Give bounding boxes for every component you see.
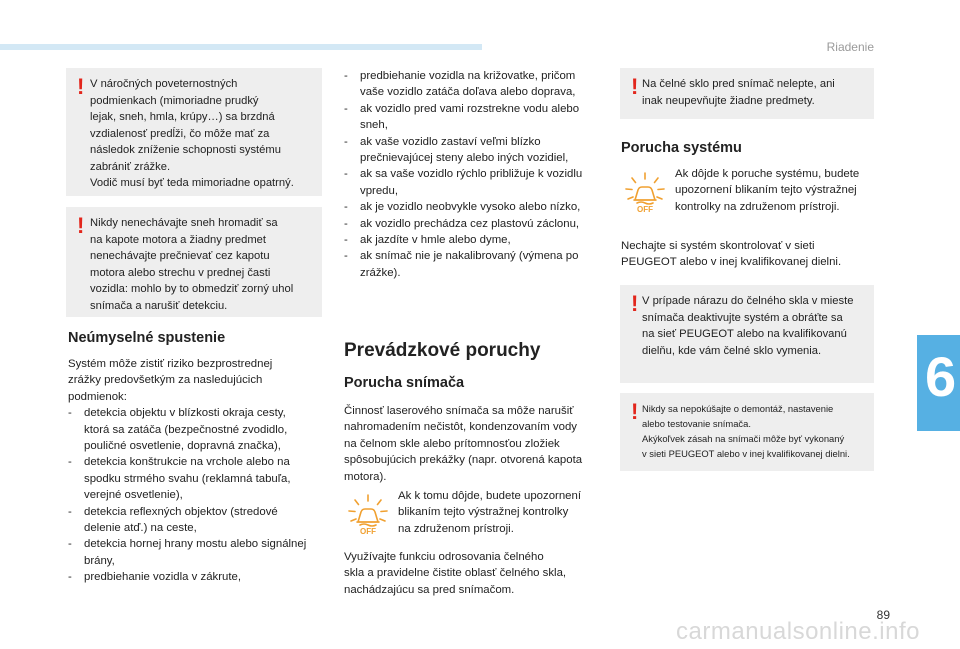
sensor-fault-text — [344, 403, 606, 485]
text-line: na čelnom skle alebo prítomnosťou zložiek — [344, 437, 560, 450]
text-line: vzdialenosť predĺži, čo môže mať za — [90, 127, 270, 140]
text-line: vpredu, — [360, 184, 398, 197]
text-line: skla a pravidelne čistite oblasť čelného skla, — [344, 567, 567, 580]
list-item: - detekcia konštrukcie na vrchole alebo na spodku strmého svahu (reklamná tabuľa, verejné osvetlenie), — [68, 454, 328, 503]
warning-impact — [620, 285, 874, 383]
text-line: Využívajte funkciu odrosovania čelného — [344, 551, 544, 563]
text-line: Činnosť laserového snímača sa môže narušiť — [344, 405, 574, 417]
list-item: - predbiehanie vozidla v zákrute, — [68, 569, 328, 585]
text-line: PEUGEOT alebo v inej kvalifikovanej dielni. — [621, 256, 842, 269]
text-line: blikaním tejto výstražnej kontrolky — [398, 506, 569, 519]
text-line: Akýkoľvek zásah na snímači môže byť vykonaný — [642, 433, 845, 444]
warning-icon: ! — [631, 74, 639, 99]
watermark: carmanualsonline.info — [676, 618, 920, 645]
text-line: zrážky predovšetkým za nasledujúcich — [68, 374, 263, 387]
collision-alert-off-icon — [344, 492, 392, 536]
text-line: alebo testovanie snímača. — [642, 418, 751, 429]
text-line: upozornení blikaním tejto výstražnej — [675, 184, 857, 197]
text-line: vaše vozidlo zatáča doľava alebo doprava, — [360, 86, 576, 99]
text-line: Na čelné sklo pred snímač nelepte, ani — [642, 78, 835, 90]
middle-list-block — [344, 68, 606, 281]
text-line: Nikdy nenechávajte sneh hromadiť sa — [90, 217, 278, 229]
list-item: - detekcia objektu v blízkosti okraja cesty, ktorá sa zatáča (bezpečnostné zvodidlo, pouličné osvetlenie, dopravná značka), — [68, 405, 328, 454]
list-item: - predbiehanie vozidla na križovatke, pričom vaše vozidlo zatáča doľava alebo doprava, — [344, 68, 606, 101]
list-item: - ak vaše vozidlo zastaví veľmi blízko prečnievajúcej steny alebo iných vozidiel, — [344, 134, 606, 167]
text-line: delenie atď.) na ceste, — [84, 522, 197, 535]
text-line: snímača a narušiť detekciu. — [90, 299, 228, 312]
warning-icon: ! — [631, 291, 639, 316]
text-line: verejné osvetlenie), — [84, 489, 183, 502]
left-body — [68, 356, 328, 586]
text-line: dielňu, kde vám čelné sklo vymenia. — [642, 344, 822, 357]
middle-list — [344, 68, 606, 281]
text-line: Nikdy sa nepokúšajte o demontáž, nastavenie — [642, 403, 834, 414]
chapter-number: 6 — [925, 345, 957, 408]
left-list — [68, 405, 328, 585]
chapter-tab — [917, 335, 960, 431]
list-item: - ak jazdíte v hmle alebo dyme, — [344, 232, 606, 248]
sensor-fault-icon-text — [398, 488, 608, 537]
text-line: brány, — [84, 554, 115, 567]
warning-icon: ! — [77, 213, 85, 238]
text-line: predbiehanie vozidla v zákrute, — [84, 571, 242, 584]
warning-icon: ! — [77, 74, 85, 99]
text-line: zrážke). — [360, 266, 401, 279]
list-item: - detekcia hornej hrany mostu alebo signálnej brány, — [68, 536, 328, 569]
list-item: - ak sa vaše vozidlo rýchlo približuje k vozidlu vpredu, — [344, 166, 606, 199]
text-line: pouličné osvetlenie, dopravná značka), — [84, 440, 281, 453]
text-line: prečnievajúcej steny alebo iných vozidiel, — [360, 152, 569, 165]
text-line: snímača deaktivujte systém a obráťte sa — [642, 311, 843, 324]
text-line: lejak, sneh, hmla, krúpy…) sa brzdná — [90, 111, 275, 123]
text-line: podmienok: — [68, 390, 127, 403]
text-line: Systém môže zistiť riziko bezprostrednej — [68, 358, 273, 370]
text-line: na sieť PEUGEOT alebo na kvalifikovanú — [642, 328, 847, 340]
system-fault-advice — [621, 238, 883, 271]
text-line: ak jazdíte v hmle alebo dyme, — [360, 234, 511, 247]
text-line: ak snímač nie je nakalibrovaný (výmena po — [360, 250, 579, 263]
text-line: motora alebo strechu v prednej časti — [90, 266, 271, 279]
list-item: - detekcia reflexných objektov (stredové delenie atď.) na ceste, — [68, 504, 328, 537]
list-item: - ak snímač nie je nakalibrovaný (výmena po zrážke). — [344, 248, 606, 281]
text-line: zabrániť zrážke. — [90, 160, 171, 173]
heading-unintended-activation: Neúmyselné spustenie — [68, 330, 226, 346]
text-line: motora). — [344, 470, 387, 483]
warning-windscreen — [620, 68, 874, 119]
text-line: V prípade nárazu do čelného skla v mieste — [642, 295, 854, 307]
list-item: - ak vozidlo pred vami rozstrekne vodu alebo sneh, — [344, 101, 606, 134]
text-line: ktorá sa zatáča (bezpečnostné zvodidlo, — [84, 423, 288, 436]
text-line: detekcia konštrukcie na vrchole alebo na — [84, 456, 290, 469]
warning-snow — [66, 207, 322, 317]
text-line: spodku strmého svahu (reklamná tabuľa, — [84, 472, 291, 485]
text-line: V náročných poveternostných — [90, 78, 238, 90]
text-line: detekcia reflexných objektov (stredové — [84, 505, 278, 518]
text-line: kontrolky na združenom prístroji. — [675, 200, 840, 213]
text-line: ak je vozidlo neobvykle vysoko alebo nízko, — [360, 201, 581, 214]
text-line: ak vaše vozidlo zastaví veľmi blízko — [360, 135, 541, 148]
text-line: v sieti PEUGEOT alebo v inej kvalifikovanej dielni. — [642, 448, 850, 459]
text-line: ak vozidlo pred vami rozstrekne vodu alebo — [360, 102, 580, 115]
text-line: inak neupevňujte žiadne predmety. — [642, 94, 815, 107]
text-line: podmienkach (mimoriadne prudký — [90, 94, 259, 107]
text-line: Ak dôjde k poruche systému, budete — [675, 168, 860, 180]
page-number: 89 — [876, 608, 890, 622]
warning-icon: ! — [631, 399, 639, 424]
system-fault-icon-text — [675, 166, 885, 215]
heading-malfunctions: Prevádzkové poruchy — [344, 340, 541, 361]
text-line: Nechajte si systém skontrolovať v sieti — [621, 240, 815, 252]
text-line: vozidla: mohlo by to obmedziť zorný uhol — [90, 283, 294, 295]
list-item: - ak je vozidlo neobvykle vysoko alebo nízko, — [344, 199, 606, 215]
heading-system-fault: Porucha systému — [621, 140, 742, 156]
top-accent-bar — [0, 44, 482, 50]
sensor-fault-advice — [344, 549, 606, 598]
text-line: detekcia objektu v blízkosti okraja cesty, — [84, 407, 286, 420]
text-line: predbiehanie vozidla na križovatke, pričom — [360, 70, 576, 82]
text-line: na združenom prístroji. — [398, 522, 514, 535]
text-line: následok zníženie schopnosti systému — [90, 144, 281, 156]
text-line: na kapote motora a žiadny predmet — [90, 233, 266, 246]
list-item: - ak vozidlo prechádza cez plastovú záclonu, — [344, 216, 606, 232]
text-line: nachádzajúcu sa pred snímačom. — [344, 583, 515, 596]
text-line: ak vozidlo prechádza cez plastovú záclonu, — [360, 217, 580, 230]
text-line: sneh, — [360, 119, 388, 132]
text-line: detekcia hornej hrany mostu alebo signálnej — [84, 538, 307, 551]
text-line: ak sa vaše vozidlo rýchlo približuje k vozidlu — [360, 168, 583, 181]
section-title: Riadenie — [826, 40, 874, 54]
text-line: Ak k tomu dôjde, budete upozornení — [398, 490, 582, 502]
warning-weather — [66, 68, 322, 196]
text-line: Vodič musí byť teda mimoriadne opatrný. — [90, 177, 294, 189]
heading-sensor-fault: Porucha snímača — [344, 375, 465, 391]
text-line: nenechávajte prečnievať cez kapotu — [90, 250, 270, 262]
text-line: spôsobujúcich prekážky (napr. otvorená kapota — [344, 454, 583, 467]
text-line: nahromadením nečistôt, kondenzovaním vody — [344, 421, 578, 434]
collision-alert-off-icon — [621, 170, 669, 214]
warning-dismantle — [620, 393, 874, 471]
